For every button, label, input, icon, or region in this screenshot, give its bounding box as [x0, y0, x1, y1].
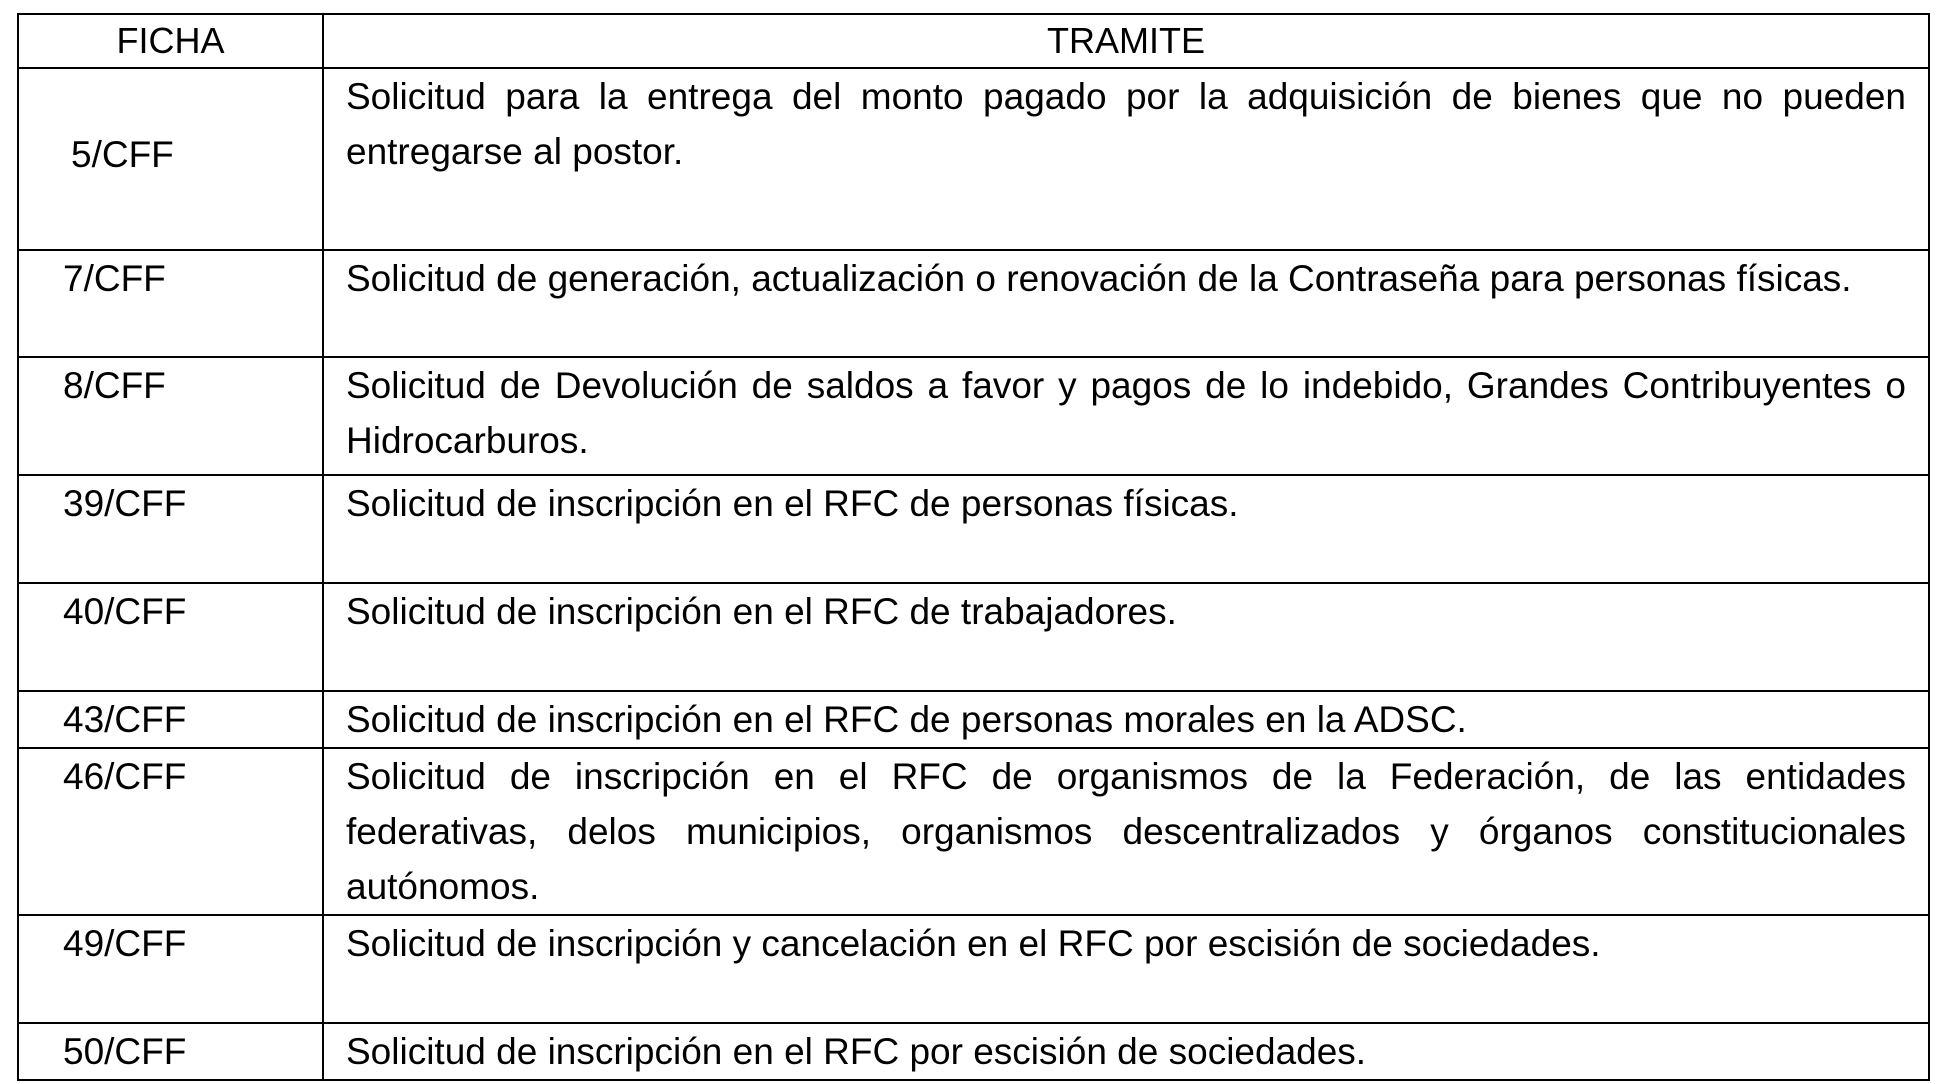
tramite-cell: Solicitud de generación, actualización o renovación de la Contraseña para personas físicas.: [323, 250, 1929, 357]
ficha-cell: 46/CFF: [18, 748, 323, 915]
tramite-cell: Solicitud para la entrega del monto pagado por la adquisición de bienes que no pueden entregarse al postor.: [323, 68, 1929, 250]
table-row: [18, 691, 1929, 748]
ficha-cell: 5/CFF: [18, 68, 323, 250]
tramite-cell: Solicitud de inscripción en el RFC de personas físicas.: [323, 475, 1929, 583]
ficha-cell: 7/CFF: [18, 250, 323, 357]
tramite-cell: Solicitud de inscripción en el RFC de trabajadores.: [323, 583, 1929, 691]
table-row: [18, 915, 1929, 1023]
ficha-cell: 39/CFF: [18, 475, 323, 583]
table-row: [18, 583, 1929, 691]
tramite-cell: Solicitud de inscripción y cancelación en el RFC por escisión de sociedades.: [323, 915, 1929, 1023]
ficha-cell: 40/CFF: [18, 583, 323, 691]
table-row: [18, 357, 1929, 475]
tramite-cell: Solicitud de inscripción en el RFC de organismos de la Federación, de las entidades federativas, delos municipios, organismos descentralizados y órganos constitucionales autónomos.: [323, 748, 1929, 915]
ficha-cell: 43/CFF: [18, 691, 323, 748]
table-row: [18, 250, 1929, 357]
tramite-cell: Solicitud de Devolución de saldos a favor y pagos de lo indebido, Grandes Contribuyentes o Hidrocarburos.: [323, 357, 1929, 475]
table-row: [18, 68, 1929, 250]
header-tramite: TRAMITE: [323, 14, 1929, 68]
table-row: [18, 748, 1929, 915]
table-row: [18, 1023, 1929, 1080]
table-header-row: [18, 14, 1929, 68]
table-row: [18, 475, 1929, 583]
ficha-cell: 50/CFF: [18, 1023, 323, 1080]
tramite-cell: Solicitud de inscripción en el RFC de personas morales en la ADSC.: [323, 691, 1929, 748]
header-ficha: FICHA: [18, 14, 323, 68]
ficha-cell: 49/CFF: [18, 915, 323, 1023]
tramite-cell: Solicitud de inscripción en el RFC por escisión de sociedades.: [323, 1023, 1929, 1080]
ficha-cell: 8/CFF: [18, 357, 323, 475]
tramites-table: [17, 13, 1930, 1081]
